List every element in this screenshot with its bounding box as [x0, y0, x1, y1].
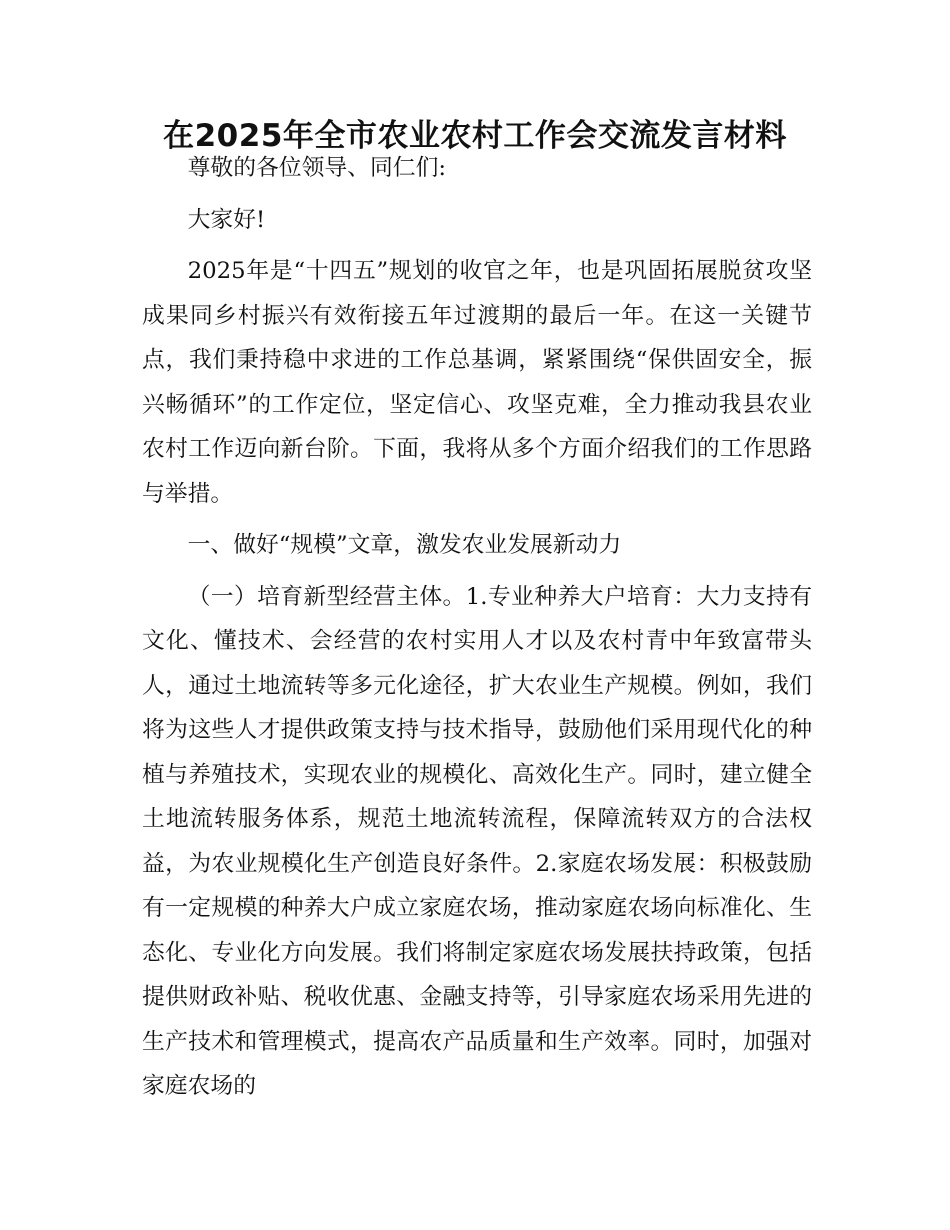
document-title: 在2025年全市农业农村工作会交流发言材料	[163, 118, 787, 154]
document-body	[142, 146, 812, 1109]
section-heading: 一、做好“规模”文章，激发农业发展新动力	[187, 532, 622, 558]
intro-paragraph: 2025年是“十四五”规划的收官之年，也是巩固拓展脱贫攻坚成果同乡村振兴有效衔接五年过渡期的最后一年。在这一关键节点，我们秉持稳中求进的工作总基调，紧紧围绕“保供固安全，振兴畅循环”的工作定位，坚定信心、攻坚克难，全力推动我县农业农村工作迈向新台阶。下面，我将从多个方面介绍我们的工作思路与举措。	[142, 258, 812, 507]
greeting: 大家好!	[187, 206, 266, 233]
section-paragraph: （一）培育新型经营主体。1.专业种养大户培育：大力支持有文化、懂技术、会经营的农村实用人才以及农村青中年致富带头人，通过土地流转等多元化途径，扩大农业生产规模。例如，我们将为这些人才提供政策支持与技术指导，鼓励他们采用现代化的种植与养殖技术，实现农业的规模化、高效化生产。同时，建立健全土地流转服务体系，规范土地流转流程，保障流转双方的合法权益，为农业规模化生产创造良好条件。2.家庭农场发展：积极鼓励有一定规模的种养大户成立家庭农场，推动家庭农场向标准化、生态化、专业化方向发展。我们将制定家庭农场发展扶持政策，包括提供财政补贴、税收优惠、金融支持等，引导家庭农场采用先进的生产技术和管理模式，提高农产品质量和生产效率。同时，加强对家庭农场的	[142, 583, 812, 1099]
salutation: 尊敬的各位领导、同仁们:	[187, 155, 447, 181]
